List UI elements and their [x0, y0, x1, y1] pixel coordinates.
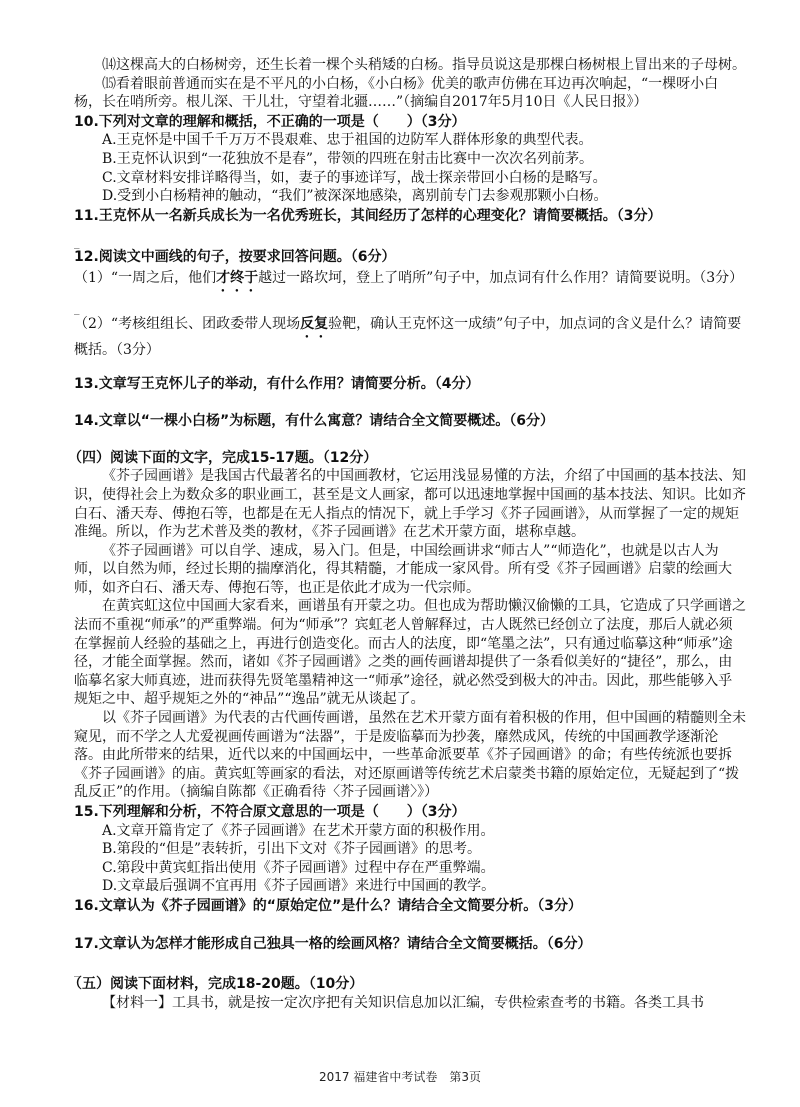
question-15: 15.下列理解和分析，不符合原文意思的一项是（ ）（3分） [74, 804, 466, 820]
q12-sub-1 [74, 269, 746, 295]
page-footer: 2017 福建省中考试卷 第3页 [319, 1070, 481, 1084]
q15-option-c: C.第段中黄宾虹指出使用《芥子园画谱》过程中存在严重弊端。 [102, 859, 495, 876]
q10-option-c: C.文章材料安排详略得当，如，妻子的事迹详写，战士探亲带回小白杨的是略写。 [102, 169, 607, 186]
passage-paragraph-3: 在黄宾虹这位中国画大家看来，画谱虽有开蒙之功。但也成为帮助懒汉偷懒的工具，它造成了只学画谱之法而不重视“师承”的严重弊端。何为“师承”？宾虹老人曾解释过，古人既然已经创立了法度，那后人就必须在掌握前人经验的基础之上，再进行创造变化。而古人的法度，即“笔墨之法”，只有通过临摹这种“师承”途径，才能全面掌握。然而，诸如《芥子园画谱》之类的画传画谱却提供了一条看似美好的“捷径”，那么，由临摹名家大师真迹，进而获得先贤笔墨精神这一“师承”途径，就必然受到极大的冲击。因此，那些能够入乎规矩之中、超乎规矩之外的“神品”“逸品”就无从谈起了。 [74, 598, 746, 708]
q12-sub-2 [74, 315, 746, 360]
q12-sub-2-end: 验靶，确认王克怀这一成绩”句子中，加点词的含义是什么？请简要概括。（3分） [74, 315, 742, 358]
page-content [68, 56, 746, 1012]
q10-option-d: D.受到小白杨精神的触动，“我们”被深深地感染，离别前专门去参观那颗小白杨。 [102, 188, 608, 205]
q15-option-d: D.文章最后强调不宜再用《芥子园画谱》来进行中国画的教学。 [102, 878, 496, 895]
question-17: 17.文章认为怎样才能形成自己独具一格的绘画风格？请结合全文简要概括。（6分） [74, 935, 592, 952]
passage-paragraph-1: 《芥子园画谱》是我国古代最著名的中国画教材，它运用浅显易懂的方法，介绍了中国画的基本技法、知识，使得社会上为数众多的职业画工，甚至是文人画家，都可以迅速地掌握中国画的基本技法、知识。比如齐白石、潘天寿、傅抱石等，也都是在无人指点的情况下，就上手学习《芥子园画谱》，从而掌握了一定的规矩准绳。所以，作为艺术普及类的教材，《芥子园画谱》在艺术开蒙方面，堪称卓越。 [74, 468, 746, 541]
q10-option-a: A.王克怀是中国千千万万不畏艰难、忠于祖国的边防军人群体形象的典型代表。 [102, 132, 593, 149]
q15-option-b: B.第段的“但是”表转折，引出下文对《芥子园画谱》的思考。 [102, 841, 482, 858]
answer-mark: _ [74, 301, 80, 315]
passage-paragraph-4: 以《芥子园画谱》为代表的古代画传画谱，虽然在艺术开蒙方面有着积极的作用，但中国画的精髓则全未窥见，而不学之人尤爱视画传画谱为“法器”，于是废临摹而为抄袭，靡然成风，传统的中国画教学逐渐沦落。由此所带来的结果，近代以来的中国画坛中，一些革命派要革《芥子园画谱》的命；有些传统派也要拆《芥子园画谱》的庙。黄宾虹等画家的看法，对还原画谱等传统艺术启蒙类书籍的原始定位，无疑起到了“拨乱反正”的作用。（摘编自陈都《正确看待〈芥子园画谱〉》） [74, 710, 746, 801]
q12-sub-2-dotted-word: 反复 [300, 315, 329, 332]
q12-sub-2-start: （2）“考核组组长、团政委带人现场 [74, 315, 301, 332]
question-12: 12.阅读文中画线的句子，按要求回答问题。（6分） [74, 249, 396, 266]
section-4-heading: （四）阅读下面的文字，完成15-17题。（12分） [68, 449, 378, 466]
question-16: 16.文章认为《芥子园画谱》的“原始定位”是什么？请结合全文简要分析。（3分） [74, 897, 582, 914]
q15-option-a: A.文章开篇肯定了《芥子园画谱》在艺术开蒙方面的积极作用。 [102, 822, 495, 839]
q12-sub-1-dotted-word: 才终于 [216, 269, 259, 286]
q12-sub-1-start: （1）“一周之后，他们 [74, 269, 217, 286]
q12-sub-1-end: 越过一路坎坷，登上了哨所”句子中，加点词有什么作用？请简要说明。（3分） [258, 269, 744, 286]
section-5-heading: （五）阅读下面材料，完成18-20题。（10分） [68, 976, 364, 993]
answer-mark: _ [74, 236, 80, 250]
paragraph-15: ⒂看着眼前普通而实在是不平凡的小白杨，《小白杨》优美的歌声仿佛在耳边再次响起，“一棵呀小白杨，长在哨所旁。根儿深、干儿壮，守望着北疆……”（摘编自2017年5月10日《人民日报》） [74, 75, 719, 111]
q10-option-b: B.王克怀认识到“一花独放不是春”，带领的四班在射击比赛中一次次名列前茅。 [102, 150, 594, 167]
passage-paragraph-2: 《芥子园画谱》可以自学、速成，易入门。但是，中国绘画讲求“师古人”“师造化”，也就是以古人为师，以自然为师，经过长期的揣摩消化，得其精髓，才能成一家风骨。所有受《芥子园画谱》启蒙的绘画大师，如齐白石、潘天寿、傅抱石等，也正是依此才成为一代宗师。 [74, 542, 732, 596]
question-10: 10.下列对文章的理解和概括，不正确的一项是（ ）（3分） [74, 113, 466, 130]
question-11: 11.王克怀从一名新兵成长为一名优秀班长，其间经历了怎样的心理变化？请简要概括。（3分） [74, 207, 662, 224]
answer-mark: _ [74, 964, 80, 978]
material-1: 【材料一】工具书，就是按一定次序把有关知识信息加以汇编，专供检索查考的书籍。各类工具书 [102, 994, 704, 1011]
question-13: 13.文章写王克怀儿子的举动，有什么作用？请简要分析。（4分） [74, 375, 480, 392]
question-14: 14.文章以“一棵小白杨”为标题，有什么寓意？请结合全文简要概述。（6分） [74, 413, 554, 430]
paragraph-14: ⒁这棵高大的白杨树旁，还生长着一棵个头稍矮的白杨。指导员说这是那棵白杨树根上冒出来的子母树。 [102, 57, 746, 73]
